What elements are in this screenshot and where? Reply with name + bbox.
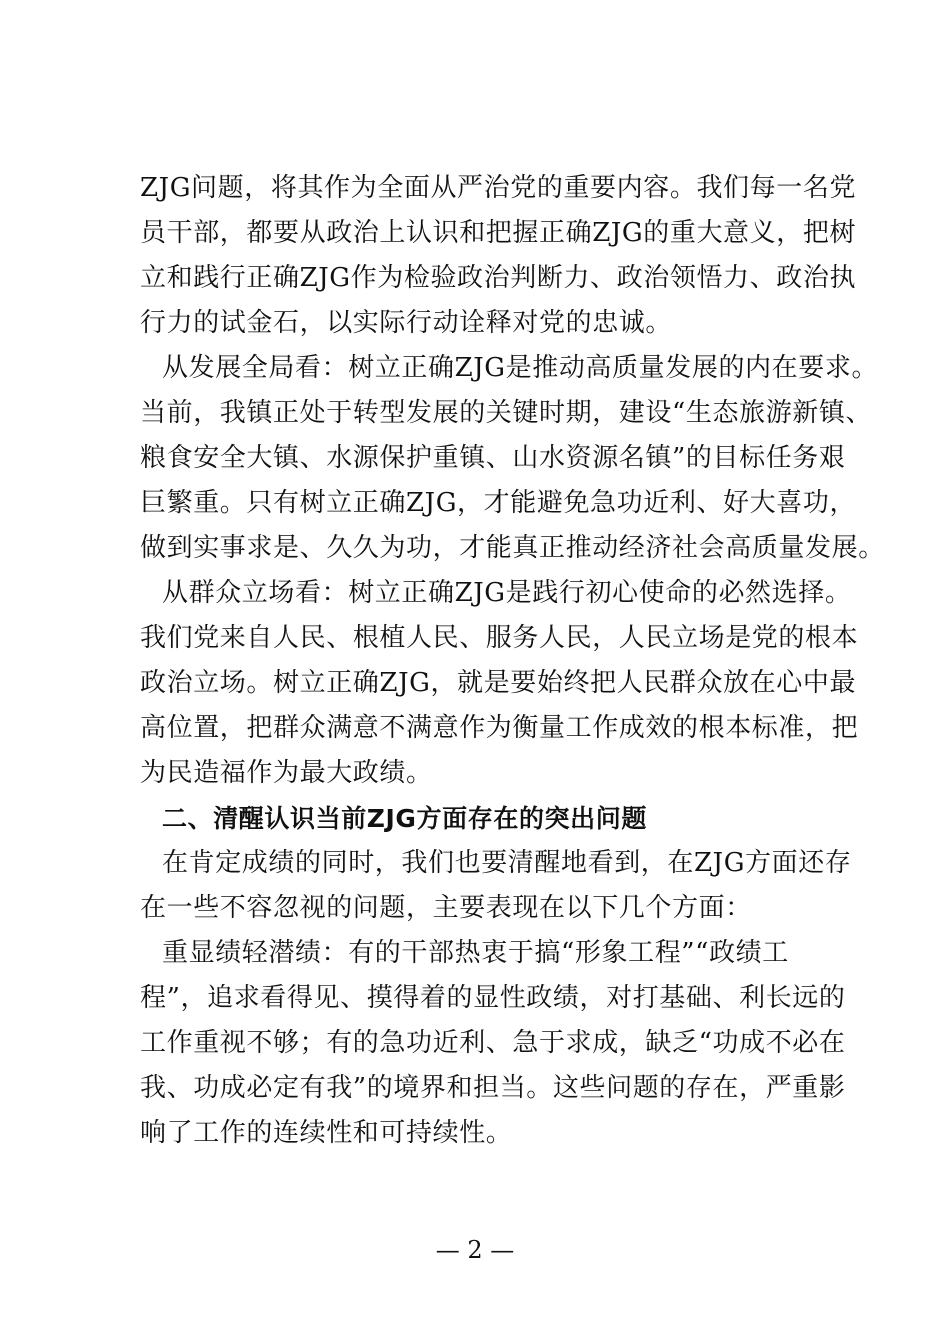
body-line: 政治立场。树立正确ZJG，就是要始终把人民群众放在心中最 bbox=[140, 668, 857, 698]
body-line: 在一些不容忽视的问题，主要表现在以下几个方面： bbox=[140, 893, 752, 923]
body-line: 粮食安全大镇、水源保护重镇、山水资源名镇”的目标任务艰 bbox=[140, 443, 846, 473]
body-line: 程”，追求看得见、摸得着的显性政绩，对打基础、利长远的 bbox=[140, 983, 846, 1013]
document-body bbox=[140, 166, 885, 1156]
body-line: 立和践行正确ZJG作为检验政治判断力、政治领悟力、政治执 bbox=[140, 263, 857, 293]
body-line: 行力的试金石，以实际行动诠释对党的忠诚。 bbox=[140, 308, 673, 338]
paragraph-start-line: 从群众立场看：树立正确ZJG是践行初心使命的必然选择。 bbox=[162, 578, 852, 608]
body-line: 巨繁重。只有树立正确ZJG，才能避免急功近利、好大喜功， bbox=[140, 488, 857, 518]
body-line: 高位置，把群众满意不满意作为衡量工作成效的根本标准，把 bbox=[140, 713, 859, 743]
body-line: 员干部，都要从政治上认识和把握正确ZJG的重大意义，把树 bbox=[140, 218, 857, 248]
page-number: — 2 — bbox=[435, 1236, 515, 1264]
paragraph-start-line: 从发展全局看：树立正确ZJG是推动高质量发展的内在要求。 bbox=[162, 353, 879, 383]
body-line: 我们党来自人民、根植人民、服务人民，人民立场是党的根本 bbox=[140, 623, 859, 653]
body-line: 我、功成必定有我”的境界和担当。这些问题的存在，严重影 bbox=[140, 1073, 846, 1103]
body-line: 响了工作的连续性和可持续性。 bbox=[140, 1118, 513, 1148]
section-heading: 二、清醒认识当前ZJG方面存在的突出问题 bbox=[162, 804, 647, 833]
body-line: 为民造福作为最大政绩。 bbox=[140, 758, 433, 788]
body-line: 做到实事求是、久久为功，才能真正推动经济社会高质量发展。 bbox=[140, 533, 885, 563]
paragraph-start-line: 重显绩轻潜绩：有的干部热衷于搞“形象工程”“政绩工 bbox=[162, 938, 789, 968]
paragraph-start-line: 在肯定成绩的同时，我们也要清醒地看到，在ZJG方面还存 bbox=[162, 848, 852, 878]
body-line: 工作重视不够；有的急功近利、急于求成，缺乏“功成不必在 bbox=[140, 1028, 846, 1058]
body-line: ZJG问题，将其作为全面从严治党的重要内容。我们每一名党 bbox=[140, 173, 857, 203]
body-line: 当前，我镇正处于转型发展的关键时期，建设“生态旅游新镇、 bbox=[140, 398, 873, 428]
